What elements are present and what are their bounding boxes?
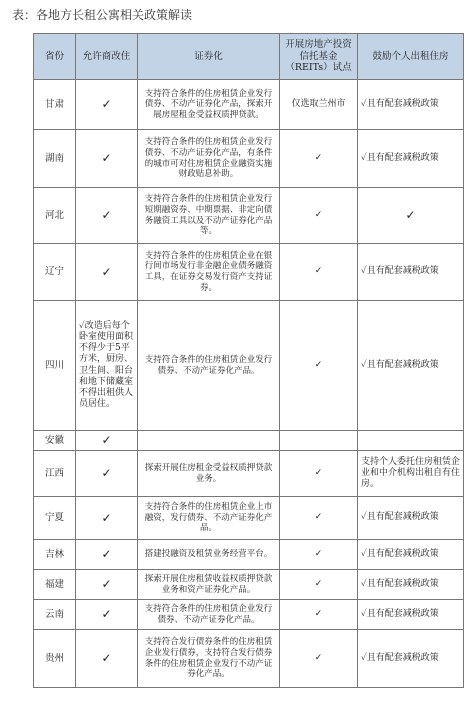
allow-cell: ✓ xyxy=(76,130,138,188)
allow-cell: ✓ xyxy=(76,188,138,244)
province-cell: 甘肃 xyxy=(34,80,76,130)
allow-cell: ✓ xyxy=(76,570,138,600)
reits-cell: ✓ xyxy=(280,630,358,688)
securitization-cell: 支持符合条件的住房租赁企业在银行间市场发行非金融企业债务融资工具，在证券交易发行资产支持证券。 xyxy=(138,244,280,301)
encourage-cell: ✓且有配套减税政策 xyxy=(358,600,464,630)
encourage-cell: ✓且有配套减税政策 xyxy=(358,130,464,188)
province-cell: 江西 xyxy=(34,451,76,497)
reits-cell: ✓ xyxy=(280,244,358,301)
table-row xyxy=(34,540,464,570)
table-row xyxy=(34,244,464,301)
reits-cell: ✓ xyxy=(280,570,358,600)
securitization-cell: 支持符合发行债券条件的住房租赁企业发行债券，支持符合发行债券条件的住房租赁企业发行不动产证券化产品。 xyxy=(138,630,280,688)
policy-table xyxy=(33,33,464,688)
securitization-cell: 支持符合条件的住房租赁企业发行短期融资券、中期票据、非定向债务融资工具以及不动产证券化产品等。 xyxy=(138,188,280,244)
province-cell: 河北 xyxy=(34,188,76,244)
reits-cell: ✓ xyxy=(280,600,358,630)
allow-cell: ✓ xyxy=(76,80,138,130)
encourage-cell: ✓且有配套减税政策 xyxy=(358,570,464,600)
encourage-cell xyxy=(358,431,464,451)
province-cell: 云南 xyxy=(34,600,76,630)
securitization-cell: 支持符合条件的住房租赁企业发行债券、不动产证券化产品。 xyxy=(138,600,280,630)
table-row xyxy=(34,497,464,540)
table-row xyxy=(34,570,464,600)
province-cell: 宁夏 xyxy=(34,497,76,540)
reits-cell: ✓ xyxy=(280,497,358,540)
allow-cell: ✓ xyxy=(76,244,138,301)
securitization-cell: 支持符合条件的住房租赁企业发行债券、不动产证券化产品，有条件的城市可对住房租赁企业融资实施财政贴息补助。 xyxy=(138,130,280,188)
province-cell: 辽宁 xyxy=(34,244,76,301)
reits-cell: ✓ xyxy=(280,540,358,570)
province-cell: 湖南 xyxy=(34,130,76,188)
allow-cell: ✓ xyxy=(76,600,138,630)
table-row xyxy=(34,130,464,188)
table-row xyxy=(34,630,464,688)
allow-cell: ✓ xyxy=(76,497,138,540)
table-row xyxy=(34,451,464,497)
table-row xyxy=(34,431,464,451)
table-row xyxy=(34,301,464,431)
encourage-cell: ✓ xyxy=(358,188,464,244)
reits-cell: ✓ xyxy=(280,188,358,244)
securitization-cell: 支持符合条件的住房租赁企业发行债券、不动产证券化产品。 xyxy=(138,301,280,431)
province-cell: 安徽 xyxy=(34,431,76,451)
table-caption: 表：各地方长租公寓相关政策解读 xyxy=(12,8,193,22)
province-cell: 吉林 xyxy=(34,540,76,570)
reits-cell: ✓ xyxy=(280,130,358,188)
header-province: 省份 xyxy=(34,34,76,80)
encourage-cell: ✓且有配套减税政策 xyxy=(358,497,464,540)
reits-cell: ✓ xyxy=(280,451,358,497)
allow-cell: ✓ xyxy=(76,630,138,688)
province-cell: 四川 xyxy=(34,301,76,431)
encourage-cell: ✓且有配套减税政策 xyxy=(358,301,464,431)
securitization-cell: 支持符合条件的住房租赁企业上市融资，发行债券、不动产证券化产品。 xyxy=(138,497,280,540)
province-cell: 福建 xyxy=(34,570,76,600)
allow-cell: ✓ xyxy=(76,451,138,497)
encourage-cell: ✓且有配套减税政策 xyxy=(358,540,464,570)
securitization-cell: 支持符合条件的住房租赁企业发行债券、不动产证券化产品，探索开展房屋租金受益权质押贷款。 xyxy=(138,80,280,130)
allow-cell: ✓ xyxy=(76,431,138,451)
encourage-cell: ✓且有配套减税政策 xyxy=(358,630,464,688)
header-reits: 开展房地产投资信托基金（REITs）试点 xyxy=(280,34,358,80)
encourage-cell: ✓且有配套减税政策 xyxy=(358,244,464,301)
securitization-cell: 探索开展住房租金受益权质押贷款业务。 xyxy=(138,451,280,497)
table-row xyxy=(34,188,464,244)
reits-cell: 仅选取兰州市 xyxy=(280,80,358,130)
header-encourage-rental: 鼓励个人出租住房 xyxy=(358,34,464,80)
province-cell: 贵州 xyxy=(34,630,76,688)
header-allow-conversion: 允许商改住 xyxy=(76,34,138,80)
reits-cell xyxy=(280,431,358,451)
table-row xyxy=(34,600,464,630)
securitization-cell: 探索开展住房租赁收益权质押贷款业务和资产证券化产品。 xyxy=(138,570,280,600)
securitization-cell: 搭建投融资及租赁业务经营平台。 xyxy=(138,540,280,570)
header-securitization: 证券化 xyxy=(138,34,280,80)
encourage-cell: 支持个人委托住房租赁企业和中介机构出租自有住房。 xyxy=(358,451,464,497)
securitization-cell xyxy=(138,431,280,451)
allow-cell: ✓ xyxy=(76,540,138,570)
reits-cell: ✓ xyxy=(280,301,358,431)
table-row xyxy=(34,80,464,130)
allow-cell: ✓改造后每个卧室使用面积不得少于5平方米，厨房、卫生间、阳台和地下储藏室不得出租供人员居住。 xyxy=(76,301,138,431)
encourage-cell: ✓且有配套减税政策 xyxy=(358,80,464,130)
header-row xyxy=(34,34,464,80)
